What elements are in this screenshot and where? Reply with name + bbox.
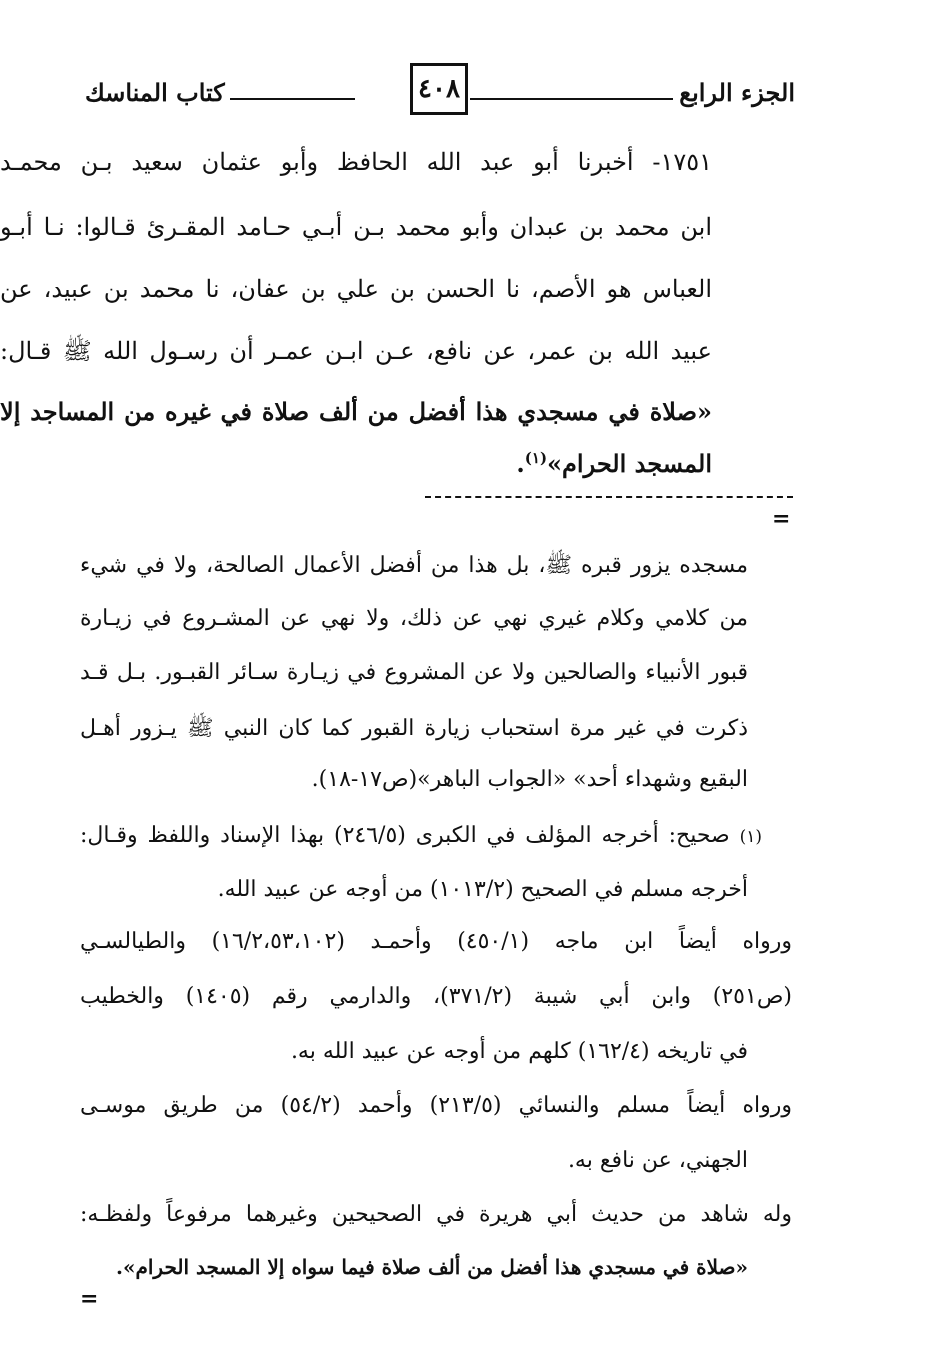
hadith-line-bold-last bbox=[0, 449, 712, 478]
header-rule-right bbox=[470, 98, 673, 100]
continuation-mark: = bbox=[772, 506, 791, 532]
hadith-line: ابن محمد بن عبدان وأبو محمد بـن أبـي حـامد المقـرئ قـالوا: نـا أبـو bbox=[0, 213, 712, 241]
footnote-line: (ص٢٥١) وابن أبي شيبة (٣٧١/٢)، والدارمي رقم (١٤٠٥) والخطيب bbox=[80, 984, 792, 1009]
book-title: كتاب المناسك bbox=[85, 78, 225, 107]
hadith-line: عبيد الله بن عمر، عن نافع، عـن ابـن عمـر أن رسـول الله ﷺ قـال: bbox=[0, 337, 712, 365]
note-line: من كلامي وكلام غيري نهي عن ذلك، ولا نهي عن المشـروع في زيـارة bbox=[80, 606, 748, 631]
note-line: ذكرت في غير مرة استحباب زيارة القبور كما كان النبي ﷺ يـزور أهـل bbox=[80, 716, 748, 741]
footnote-separator bbox=[425, 496, 793, 498]
footnote-line: ورواه أيضاً مسلم والنسائي (٢١٣/٥) وأحمد (٥٤/٢) من طريق موسـى bbox=[80, 1093, 792, 1118]
note-line: قبور الأنبياء والصالحين ولا عن المشروع في زيـارة سـائر القبـور. بـل قـد bbox=[80, 660, 748, 685]
header-rule-left bbox=[230, 98, 355, 100]
hadith-line: ١٧٥١- أخبرنا أبو عبد الله الحافظ وأبو عثمان سعيد بـن محمـد bbox=[0, 148, 712, 176]
running-header bbox=[85, 60, 795, 120]
page-number: ٤٠٨ bbox=[410, 63, 468, 115]
footnote-line: ورواه أيضاً ابن ماجه (٤٥٠/١) وأحمـد (١٦/٢،٥٣،١٠٢) والطيالسـي bbox=[80, 929, 792, 954]
hadith-quote-end: المسجد الحرام» bbox=[547, 449, 712, 478]
footnote-line: وله شاهد من حديث أبي هريرة في الصحيحين وغيرهما مرفوعاً ولفظـه: bbox=[80, 1202, 792, 1227]
footnote-line: الجهني، عن نافع به. bbox=[567, 1148, 748, 1173]
note-line: مسجده يزور قبره ﷺ، بل هذا من أفضل الأعمال الصالحة، ولا في شيء bbox=[80, 553, 748, 578]
hadith-line-bold: «صلاة في مسجدي هذا أفضل من ألف صلاة في غيره من المساجد إلا bbox=[0, 397, 712, 426]
footnote-marker: (١) bbox=[739, 827, 762, 847]
footnote-line: في تاريخه (١٦٢/٤) كلهم من أوجه عن عبيد الله به. bbox=[290, 1039, 748, 1064]
footnote-line: أخرجه مسلم في الصحيح (١٠١٣/٢) من أوجه عن عبيد الله. bbox=[217, 877, 748, 902]
volume-label: الجزء الرابع bbox=[679, 78, 795, 107]
footnote-text: صحيح: أخرجه المؤلف في الكبرى (٢٤٦/٥) بهذا الإسناد واللفظ وقـال: bbox=[80, 823, 730, 848]
hadith-line: العباس هو الأصم، نا الحسن بن علي بن عفان، نا محمد بن عبيد، عن bbox=[0, 275, 712, 303]
footnote-ref: (١) bbox=[524, 449, 548, 467]
continuation-mark-bottom: = bbox=[80, 1286, 99, 1312]
note-line: البقيع وشهداء أحد» «الجواب الباهر»(ص١٧-١٨). bbox=[311, 767, 748, 792]
hadith-end-dot: . bbox=[516, 449, 525, 478]
footnote-line-first bbox=[80, 823, 762, 848]
footnote-line-bold: «صلاة في مسجدي هذا أفضل من ألف صلاة فيما سواه إلا المسجد الحرام». bbox=[116, 1255, 748, 1279]
